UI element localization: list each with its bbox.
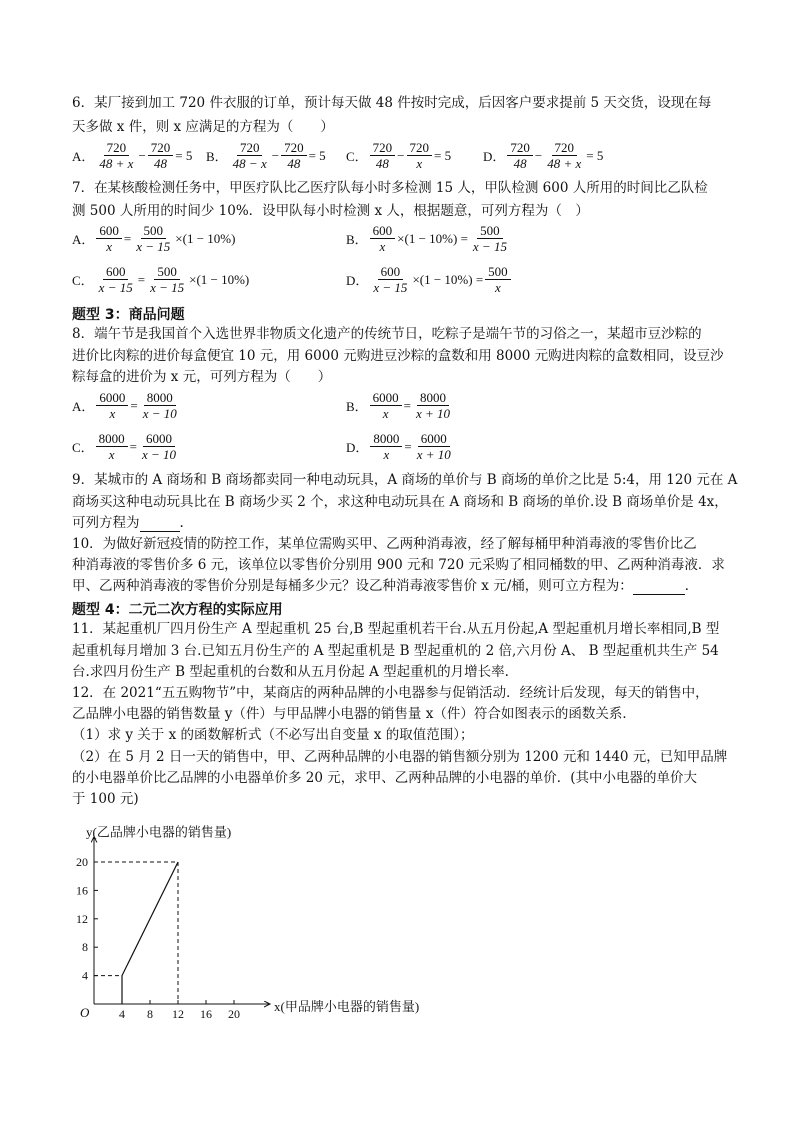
y-tick-label: 16 [76,883,88,898]
origin-label: O [80,1005,90,1020]
series-line [122,862,178,1004]
q7-option-d[interactable]: D． $\frac{600}{x - 15}$ ×(1 − 10%) = $\frac{500}{x}$ [346,264,513,295]
q6-option-b[interactable]: B． $\frac{720}{48 - x}$ − $\frac{720}{48}$ = 5 [206,140,326,171]
section-heading-4: 题型 4：二元二次方程的实际应用 [72,602,283,618]
y-tick-label: 20 [76,855,88,869]
q8-option-d[interactable]: D． $\frac{8000}{x}$ = $\frac{6000}{x + 10}$ [346,431,451,462]
q8-line-3: 粽每盒的进价为 x 元，可列方程为（ ） [72,369,332,385]
q7-line-1: 7．在某核酸检测任务中，甲医疗队比乙医疗队每小时多检测 15 人，甲队检测 600 人所用的时间比乙队检 [72,180,708,196]
y-tick-label: 8 [82,940,88,955]
y-tick-label: 4 [82,968,88,983]
x-tick-label: 8 [147,1007,153,1021]
q10-line-2: 种消毒液的零售价多 6 元，该单位以零售价分别用 900 元和 720 元采购了相同桶数的甲、乙两种消毒液．求 [72,557,725,573]
q12-line-2: 乙品牌小电器的销售数量 y（件）与甲品牌小电器的销售量 x（件）符合如图表示的函数关系． [72,706,636,722]
q9-answer-blank[interactable] [140,517,180,532]
q6-line-2: 天多做 x 件，则 x 应满足的方程为（ ） [72,119,334,135]
q10-line-3: 甲、乙两种消毒液的零售价分别是每桶多少元？设乙种消毒液零售价 x 元/桶，则可立方程为： ． [72,578,699,594]
function-graph [70,812,440,1027]
x-tick-label: 4 [119,1007,125,1021]
x-tick-label: 20 [228,1007,240,1021]
q12-part-2-line-3: 于 100 元) [72,791,139,807]
x-axis-label: x(甲品牌小电器的销售量) [274,999,420,1014]
q8-line-1: 8．端午节是我国首个入选世界非物质文化遗产的传统节日，吃粽子是端午节的习俗之一，某超市豆沙粽的 [72,326,702,342]
q9-line-1: 9．某城市的 A 商场和 B 商场都卖同一种电动玩具，A 商场的单价与 B 商场的单价之比是 5:4，用 120 元在 A [72,472,738,488]
q10-answer-blank[interactable] [633,580,685,595]
y-tick-label: 12 [76,911,88,926]
q6-option-a[interactable]: A． $\frac{720}{48 + x}$ − $\frac{720}{48}$ = 5 [72,140,193,171]
q8-option-a[interactable]: A． $\frac{6000}{x}$ = $\frac{8000}{x - 10}$ [72,390,177,421]
q7-option-c[interactable]: C． $\frac{600}{x - 15}$ = $\frac{500}{x - 15}$ ×(1 − 10%) [72,264,250,295]
q9-line-3: 可列方程为 . [72,515,184,531]
q12-part-1: （1）求 y 关于 x 的函数解析式（不必写出自变量 x 的取值范围）； [72,727,474,743]
x-tick-label: 16 [200,1007,212,1021]
q11-line-1: 11．某起重机厂四月份生产 A 型起重机 25 台,B 型起重机若干台.从五月份起,A 型起重机月增长率相同,B 型 [72,621,720,637]
section-heading-3: 题型 3：商品问题 [72,307,185,323]
q11-line-3: 台.求四月份生产 B 型起重机的台数和从五月份起 A 型起重机的月增长率. [72,664,509,680]
x-tick-label: 12 [172,1007,184,1021]
q7-option-b[interactable]: B． $\frac{600}{x}$ ×(1 − 10%) = $\frac{500}{x - 15}$ [346,223,507,254]
q8-option-b[interactable]: B． $\frac{6000}{x}$ = $\frac{8000}{x + 10}$ [346,390,451,421]
q11-line-2: 起重机每月增加 3 台.已知五月份生产的 A 型起重机是 B 型起重机的 2 倍,六月份 A、 B 型起重机共生产 54 [72,643,719,659]
q9-line-2: 商场买这种电动玩具比在 B 商场少买 2 个，求这种电动玩具在 A 商场和 B 商场的单价.设 B 商场单价是 4x， [72,494,728,510]
q6-option-c[interactable]: C． $\frac{720}{48}$ − $\frac{720}{x}$ = 5 [346,140,452,171]
q6-option-d[interactable]: D． $\frac{720}{48}$ − $\frac{720}{48 + x}$ = 5 [483,140,604,171]
q12-part-2-line-2: 的小电器单价比乙品牌的小电器单价多 20 元，求甲、乙两种品牌的小电器的单价．(其中小电器的单价大 [72,770,698,786]
q6-line-1: 6．某厂接到加工 720 件衣服的订单，预计每天做 48 件按时完成，后因客户要求提前 5 天交货，设现在每 [72,95,712,111]
q7-option-a[interactable]: A． $\frac{600}{x}$ = $\frac{500}{x - 15}$ ×(1 − 10%) [72,223,236,254]
q12-part-2-line-1: （2）在 5 月 2 日一天的销售中，甲、乙两种品牌的小电器的销售额分别为 1200 元和 1440 元，已知甲品牌 [72,749,728,765]
q12-line-1: 12．在 2021“五五购物节”中，某商店的两种品牌的小电器参与促销活动．经统计后发现，每天的销售中， [72,685,709,701]
q7-line-2: 测 500 人所用的时间少 10%．设甲队每小时检测 x 人，根据题意，可列方程为（ ） [72,203,589,219]
y-axis-label: y(乙品牌小电器的销售量) [86,824,232,840]
q8-option-c[interactable]: C． $\frac{8000}{x}$ = $\frac{6000}{x - 10}$ [72,431,177,462]
q8-line-2: 进价比肉粽的进价每盒便宜 10 元，用 6000 元购进豆沙粽的盒数和用 8000 元购进肉粽的盒数相同，设豆沙 [72,348,724,364]
q10-line-1: 10．为做好新冠疫情的防控工作，某单位需购买甲、乙两种消毒液，经了解每桶甲种消毒液的零售价比乙 [72,536,697,552]
